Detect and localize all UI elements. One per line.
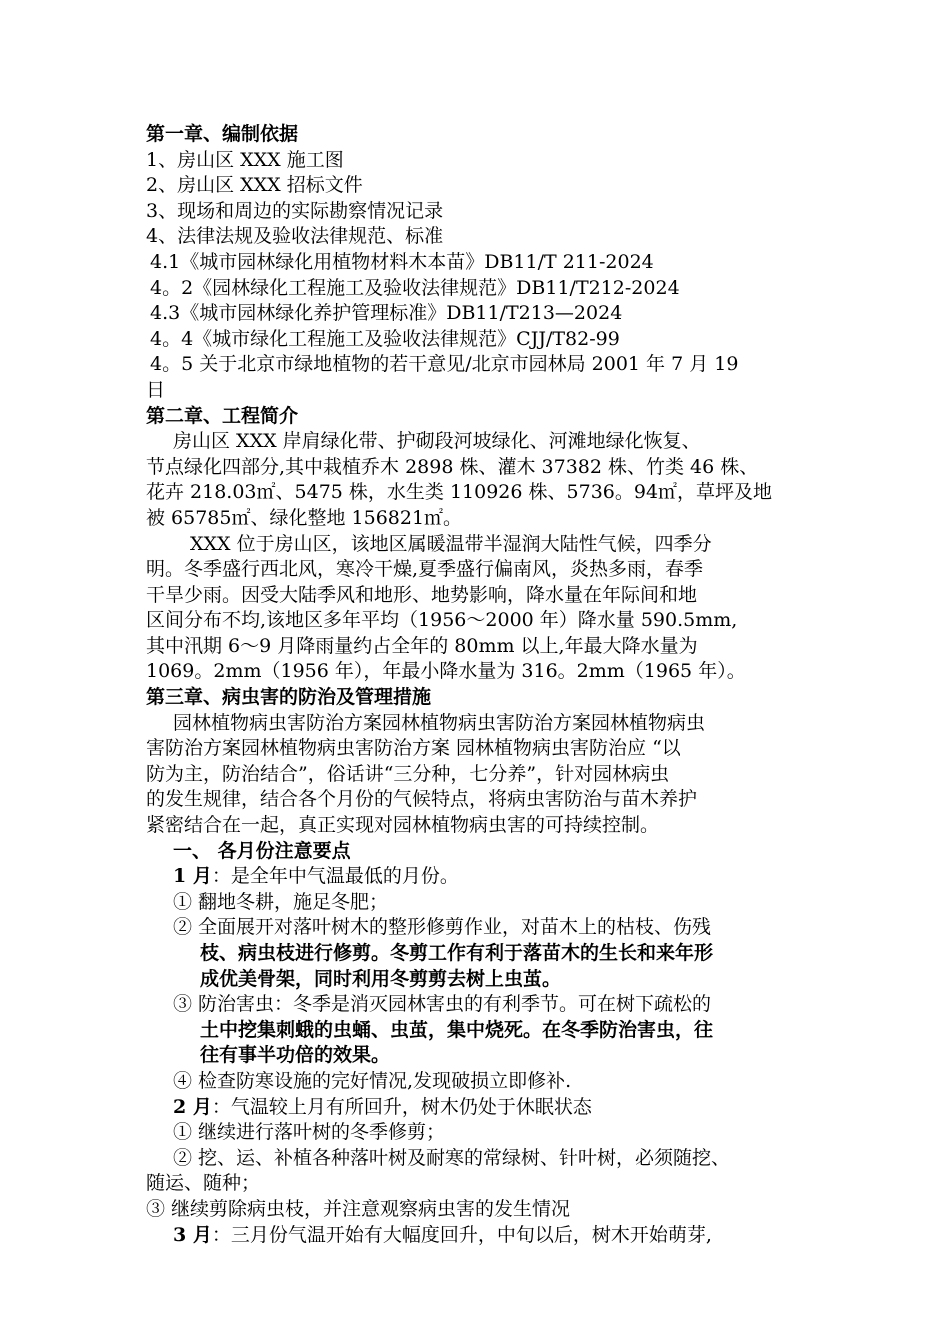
- text-line: [146, 1223, 826, 1249]
- text-line: [146, 1095, 826, 1121]
- section-heading: 土中挖集刺蛾的虫蛹、虫茧，集中烧死。在冬季防治害虫，往: [200, 1018, 714, 1041]
- text-line: 害防治方案园林植物病虫害防治方案 园林植物病虫害防治应 “以: [146, 737, 681, 760]
- month-label: 2 月: [173, 1095, 212, 1118]
- text-line: 4。4《城市绿化工程施工及验收法律规范》CJJ/T82-99: [150, 327, 620, 350]
- text-line: 防为主，防治结合”，俗话讲“三分种，七分养”，针对园林病虫: [146, 762, 670, 785]
- document-body: [146, 122, 826, 1248]
- text-line: 1069。2mm（1956 年），年最小降水量为 316。2mm（1965 年）。: [146, 660, 746, 683]
- text-line: 4。5 关于北京市绿地植物的若干意见/北京市园林局 2001 年 7 月 19: [150, 353, 739, 376]
- text-line: 园林植物病虫害防治方案园林植物病虫害防治方案园林植物病虫: [173, 711, 706, 734]
- text-line: 的发生规律，结合各个月份的气候特点，将病虫害防治与苗木养护: [146, 788, 698, 811]
- text-line: 被 65785㎡、绿化整地 156821㎡。: [146, 506, 463, 529]
- text-line: 其中汛期 6～9 月降雨量约占全年的 80mm 以上,年最大降水量为: [146, 634, 698, 657]
- text-line: 4.3《城市园林绿化养护管理标准》DB11/T213—2024: [150, 302, 623, 325]
- text-line: 4。2《园林绿化工程施工及验收法律规范》DB11/T212-2024: [150, 276, 680, 299]
- text-line: ③ 防治害虫：冬季是消灭园林害虫的有利季节。可在树下疏松的: [173, 993, 712, 1016]
- text-line: 1、房山区 XXX 施工图: [146, 148, 344, 171]
- text-line: 一、 各月份注意要点: [173, 839, 351, 862]
- text-line: 3、现场和周边的实际勘察情况记录: [146, 199, 444, 222]
- section-heading: 第一章、编制依据: [146, 123, 299, 145]
- section-heading: 第二章、工程简介: [146, 404, 299, 427]
- text-line: 日: [146, 378, 166, 401]
- text-line: [146, 864, 826, 890]
- text-line: ③ 继续剪除病虫枝，并注意观察病虫害的发生情况: [146, 1197, 571, 1220]
- text-line: ② 全面展开对落叶树木的整形修剪作业，对苗木上的枯枝、伤残: [173, 916, 712, 939]
- month-label: 3 月: [173, 1223, 212, 1246]
- text-line: 节点绿化四部分,其中栽植乔木 2898 株、灌木 37382 株、竹类 46 株、: [146, 455, 759, 478]
- text-line: 区间分布不均,该地区多年平均（1956～2000 年）降水量 590.5mm,: [146, 609, 738, 632]
- text-line: 随运、随种；: [146, 1172, 261, 1195]
- text-line: ② 挖、运、补植各种落叶树及耐寒的常绿树、针叶树，必须随挖、: [173, 1146, 731, 1169]
- text-line: ④ 检查防寒设施的完好情况,发现破损立即修补.: [173, 1069, 572, 1092]
- text-line: 2、房山区 XXX 招标文件: [146, 174, 363, 197]
- text-line: 干旱少雨。因受大陆季风和地形、地势影响，降水量在年际间和地: [146, 583, 698, 606]
- section-heading: 成优美骨架，同时利用冬剪剪去树上虫茧。: [200, 967, 562, 990]
- month-text: ：气温较上月有所回升，树木仍处于休眠状态: [211, 1095, 592, 1118]
- text-line: 明。冬季盛行西北风，寒冷干燥,夏季盛行偏南风，炎热多雨，春季: [146, 558, 704, 581]
- section-heading: 枝、病虫枝进行修剪。冬剪工作有利于落苗木的生长和来年形: [200, 942, 714, 964]
- text-line: ① 继续进行落叶树的冬季修剪；: [173, 1121, 446, 1144]
- month-text: ：三月份气温开始有大幅度回升，中旬以后，树木开始萌芽,: [211, 1223, 712, 1246]
- month-label: 1 月: [173, 865, 212, 888]
- text-line: 4.1《城市园林绿化用植物材料木本苗》DB11/T 211-2024: [150, 250, 654, 273]
- text-line: 紧密结合在一起，真正实现对园林植物病虫害的可持续控制。: [146, 814, 660, 837]
- text-line: 花卉 218.03㎡、5475 株，水生类 110926 株、5736。94㎡，草坪及地: [146, 481, 773, 504]
- text-line: 房山区 XXX 岸肩绿化带、护砌段河坡绿化、河滩地绿化恢复、: [173, 430, 701, 453]
- section-heading: 第三章、病虫害的防治及管理措施: [146, 686, 432, 709]
- text-line: 4、法律法规及验收法律规范、标准: [146, 225, 444, 248]
- text-line: ① 翻地冬耕，施足冬肥；: [173, 890, 389, 913]
- month-text: ：是全年中气温最低的月份。: [211, 865, 459, 888]
- section-heading: 往有事半功倍的效果。: [200, 1044, 391, 1067]
- text-line: XXX 位于房山区，该地区属暖温带半湿润大陆性气候，四季分: [190, 532, 712, 555]
